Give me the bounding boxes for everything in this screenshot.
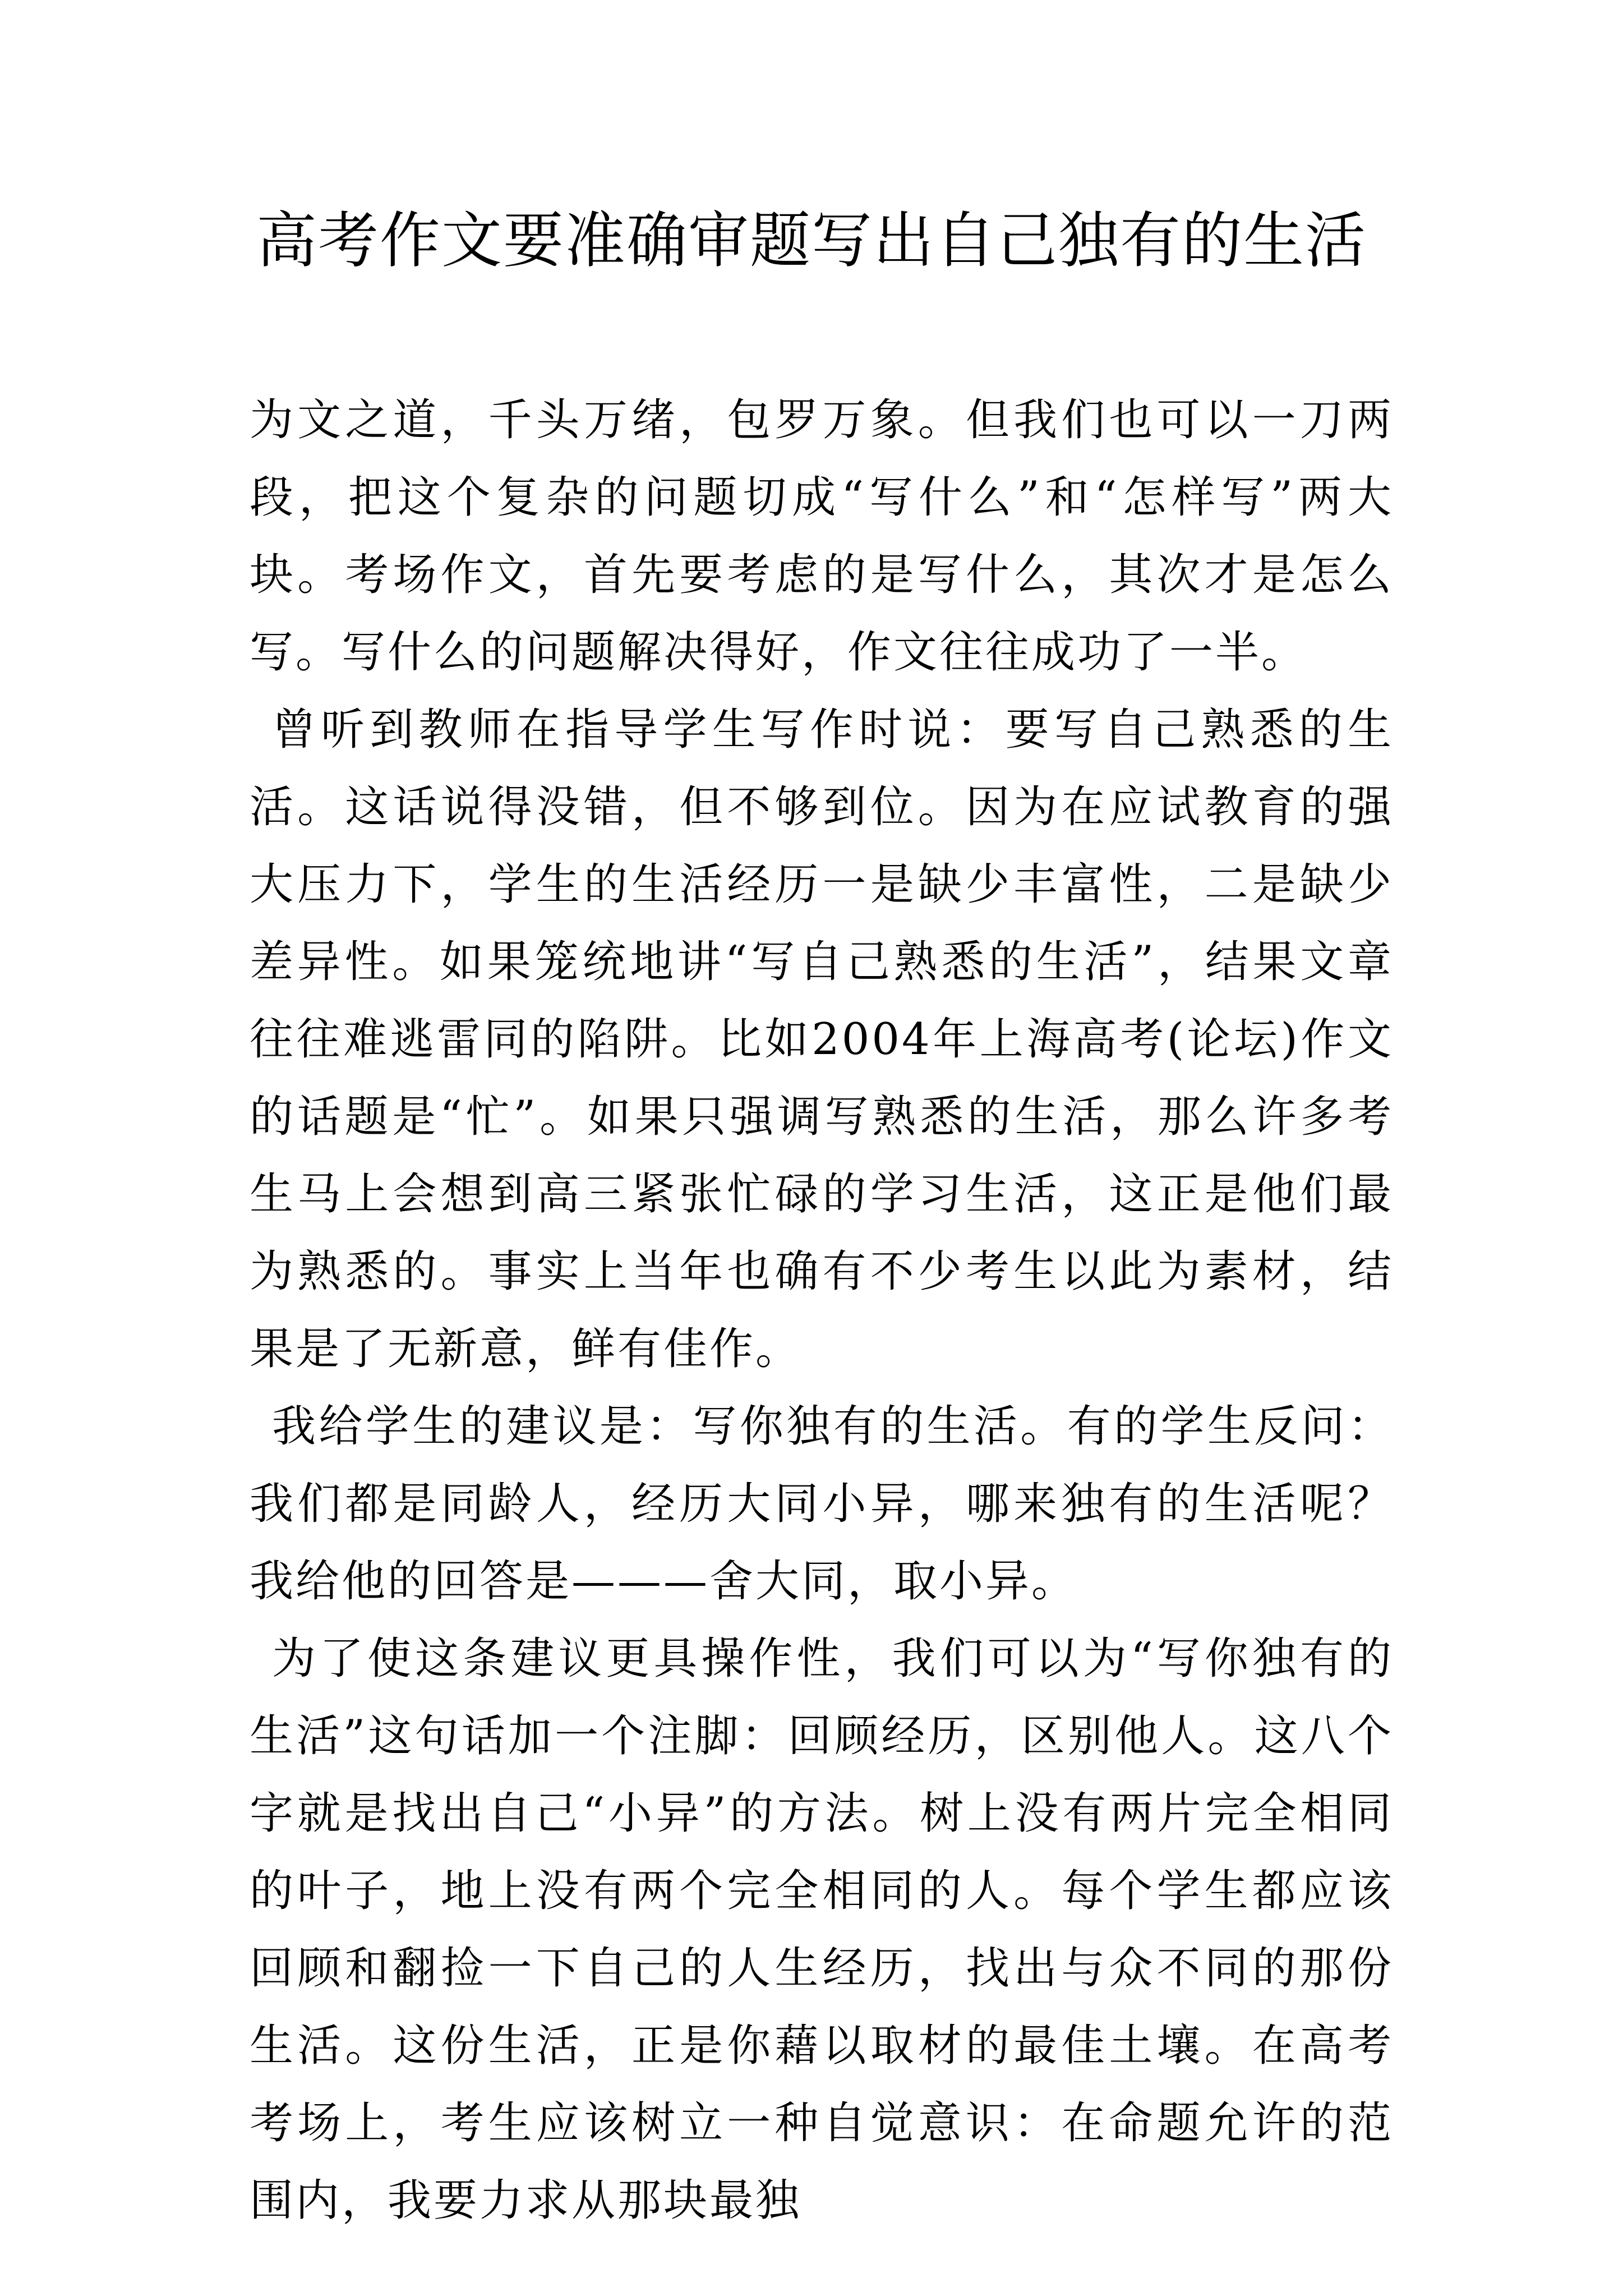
paragraph-2: 曾听到教师在指导学生写作时说：要写自己熟悉的生活。这话说得没错，但不够到位。因为在应试教育的强大压力下，学生的生活经历一是缺少丰富性，二是缺少差异性。如果笼统地讲“写自己熟悉的生活”，结果文章往往难逃雷同的陷阱。比如2004年上海高考(论坛)作文的话题是“忙”。如果只强调写熟悉的生活，那么许多考生马上会想到高三紧张忙碌的学习生活，这正是他们最为熟悉的。事实上当年也确有不少考生以此为素材，结果是了无新意，鲜有佳作。 — [250, 705, 1394, 1374]
paragraph-4: 为了使这条建议更具操作性，我们可以为“写你独有的生活”这句话加一个注脚：回顾经历，区别他人。这八个字就是找出自己“小异”的方法。树上没有两片完全相同的叶子，地上没有两个完全相同的人。每个学生都应该回顾和翻捡一下自己的人生经历，找出与众不同的那份生活。这份生活，正是你藉以取材的最佳土壤。在高考考场上，考生应该树立一种自觉意识：在命题允许的范围内，我要力求从那块最独 — [250, 1634, 1394, 2226]
paragraph-1: 为文之道，千头万绪，包罗万象。但我们也可以一刀两段，把这个复杂的问题切成“写什么”和“怎样写”两大块。考场作文，首先要考虑的是写什么，其次才是怎么写。写什么的问题解决得好，作文往往成功了一半。 — [250, 395, 1394, 678]
document-title: 高考作文要准确审题写出自己独有的生活 — [256, 206, 1367, 276]
document-body — [250, 381, 1394, 2239]
paragraph-3: 我给学生的建议是：写你独有的生活。有的学生反问：我们都是同龄人，经历大同小异，哪来独有的生活呢？我给他的回答是———舍大同，取小异。 — [250, 1401, 1394, 1607]
